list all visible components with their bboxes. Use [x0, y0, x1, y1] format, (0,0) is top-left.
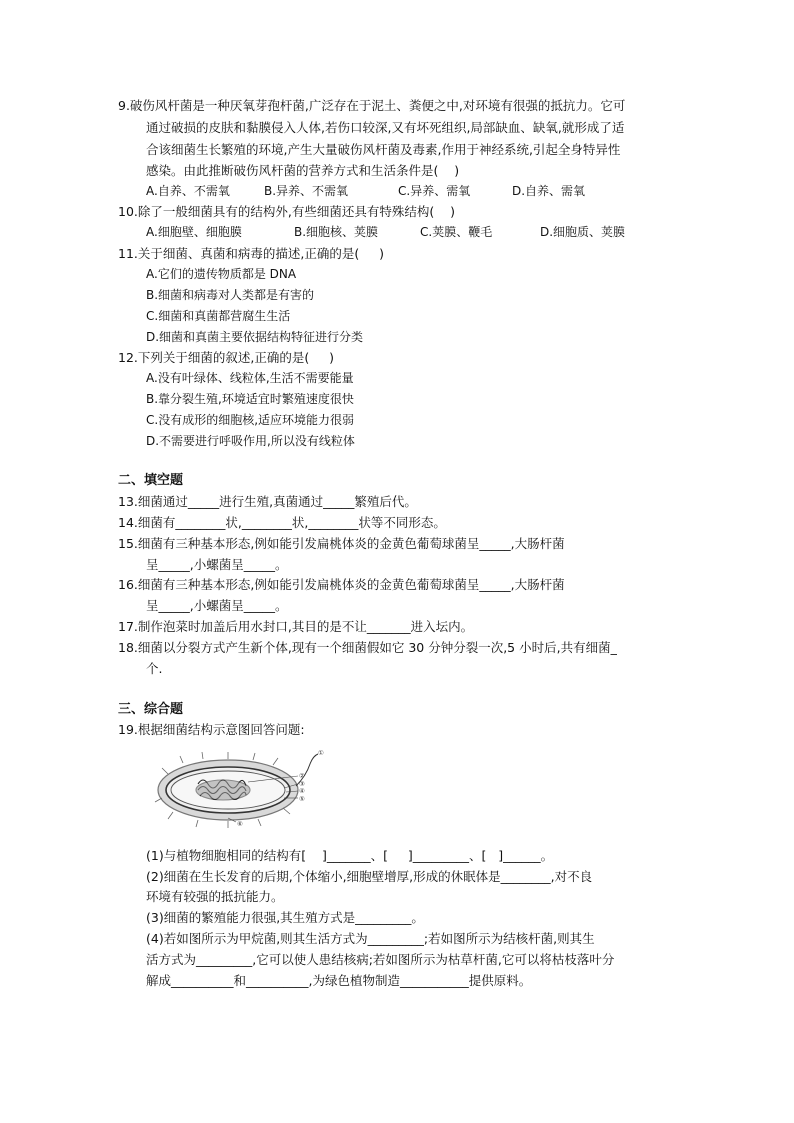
- q16-line-1: 16.细菌有三种基本形态,例如能引发扁桃体炎的金黄色葡萄球菌呈_____,大肠杆菌: [118, 577, 565, 592]
- q9-line-3: 合该细菌生长繁殖的环境,产生大量破伤风杆菌及毒素,作用于神经系统,引起全身特异性: [146, 142, 621, 157]
- q11-option-b: B.细菌和病毒对人类都是有害的: [146, 288, 315, 302]
- section-fill-in-title: 二、填空题: [118, 473, 184, 488]
- q19-sub4-line-2: 活方式为_________,它可以使人患结核病;若如图所示为枯草杆菌,它可以将枯枝落叶分: [146, 952, 615, 967]
- q12-option-c: C.没有成形的细胞核,适应环境能力很弱: [146, 413, 355, 427]
- q9-line-1: 9.破伤风杆菌是一种厌氧芽孢杆菌,广泛存在于泥土、粪便之中,对环境有很强的抵抗力。它可: [118, 98, 626, 113]
- q19-sub1: (1)与植物细胞相同的结构有[ ]_______、[ ]_________、[ ]______。: [146, 848, 554, 863]
- q11-option-c: C.细菌和真菌都营腐生生活: [146, 309, 291, 323]
- q10-option-b: B.细胞核、荚膜: [294, 225, 379, 239]
- q9-option-a: A.自养、不需氧: [146, 184, 230, 198]
- q10-option-a: A.细胞壁、细胞膜: [146, 225, 242, 239]
- q19-sub2-line-2: 环境有较强的抵抗能力。: [146, 889, 284, 904]
- q12-option-a: A.没有叶绿体、线粒体,生活不需要能量: [146, 371, 354, 385]
- q10-option-c: C.荚膜、鞭毛: [420, 225, 493, 239]
- q16-line-2: 呈_____,小螺菌呈_____。: [146, 598, 288, 613]
- section-comprehensive-title: 三、综合题: [118, 702, 184, 717]
- q10-option-d: D.细胞质、荚膜: [540, 225, 626, 239]
- q11-stem: 11.关于细菌、真菌和病毒的描述,正确的是( ): [118, 246, 384, 261]
- q12-option-b: B.靠分裂生殖,环境适宜时繁殖速度很快: [146, 392, 354, 406]
- q9-line-2: 通过破损的皮肤和黏膜侵入人体,若伤口较深,又有坏死组织,局部缺血、缺氧,就形成了适: [146, 120, 625, 135]
- figure-label-1: ①: [318, 749, 324, 757]
- figure-label-4: ④: [299, 787, 305, 795]
- q12-stem: 12.下列关于细菌的叙述,正确的是( ): [118, 350, 334, 365]
- q19-stem: 19.根据细菌结构示意图回答问题:: [118, 722, 305, 737]
- q11-option-a: A.它们的遗传物质都是 DNA: [146, 267, 297, 281]
- q13: 13.细菌通过_____进行生殖,真菌通过_____繁殖后代。: [118, 494, 417, 509]
- q12-option-d: D.不需要进行呼吸作用,所以没有线粒体: [146, 434, 355, 448]
- q9-line-4: 感染。由此推断破伤风杆菌的营养方式和生活条件是( ): [146, 163, 460, 178]
- q18-line-1: 18.细菌以分裂方式产生新个体,现有一个细菌假如它 30 分钟分裂一次,5 小时后,共有细菌_: [118, 640, 617, 655]
- q19-sub2-line-1: (2)细菌在生长发育的后期,个体缩小,细胞壁增厚,形成的休眠体是________,对不良: [146, 869, 593, 884]
- q11-option-d: D.细菌和真菌主要依据结构特征进行分类: [146, 330, 364, 344]
- q9-option-c: C.异养、需氧: [398, 184, 471, 198]
- q19-sub3: (3)细菌的繁殖能力很强,其生殖方式是_________。: [146, 910, 424, 925]
- q15-line-2: 呈_____,小螺菌呈_____。: [146, 557, 288, 572]
- q9-option-b: B.异养、不需氧: [264, 184, 349, 198]
- bacterium-structure-figure: [148, 746, 328, 832]
- q10-stem: 10.除了一般细菌具有的结构外,有些细菌还具有特殊结构( ): [118, 204, 456, 219]
- figure-label-6: ⑥: [237, 820, 243, 828]
- q15-line-1: 15.细菌有三种基本形态,例如能引发扁桃体炎的金黄色葡萄球菌呈_____,大肠杆菌: [118, 536, 565, 551]
- q18-line-2: 个.: [146, 661, 163, 676]
- figure-label-5: ⑤: [299, 795, 305, 803]
- dna-region-shape: [196, 780, 250, 800]
- q19-sub4-line-3: 解成__________和__________,为绿色植物制造___________提供原料。: [146, 973, 532, 988]
- q17: 17.制作泡菜时加盖后用水封口,其目的是不让_______进入坛内。: [118, 619, 474, 634]
- figure-label-2: ②: [299, 772, 305, 780]
- q19-sub4-line-1: (4)若如图所示为甲烷菌,则其生活方式为_________;若如图所示为结核杆菌,则其生: [146, 931, 595, 946]
- figure-label-3: ③: [299, 780, 305, 788]
- q9-option-d: D.自养、需氧: [512, 184, 586, 198]
- q14: 14.细菌有________状,________状,________状等不同形态。: [118, 515, 446, 530]
